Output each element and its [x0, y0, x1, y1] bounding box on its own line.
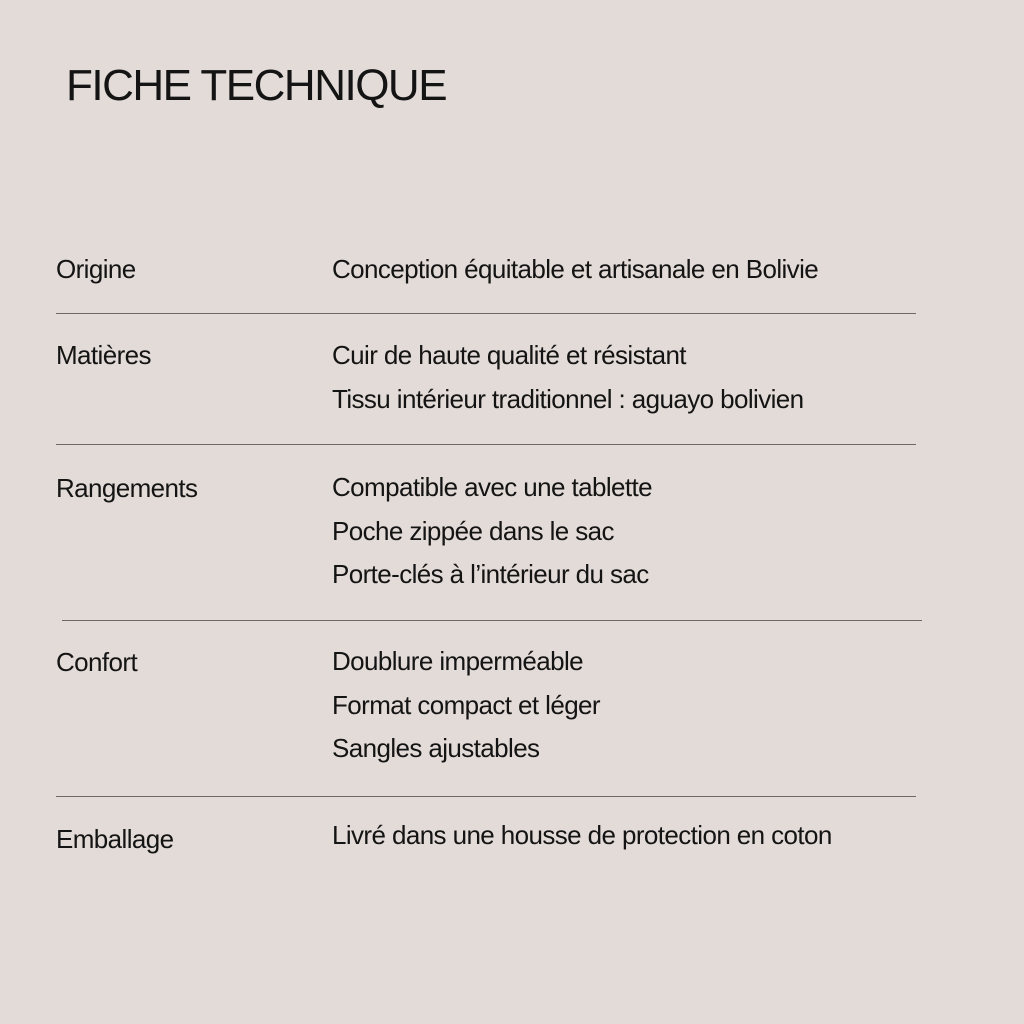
divider [56, 444, 916, 445]
divider [62, 620, 922, 621]
row-values-origine [332, 248, 818, 292]
row-value: Conception équitable et artisanale en Bolivie [332, 254, 819, 284]
row-value: Doublure imperméable [332, 646, 584, 676]
row-label-origine: Origine [56, 254, 136, 284]
row-label-confort: Confort [56, 647, 138, 677]
divider [56, 796, 916, 797]
row-label-emballage: Emballage [56, 824, 174, 854]
row-values-emballage [332, 814, 832, 858]
row-value: Sangles ajustables [332, 733, 540, 763]
row-value: Cuir de haute qualité et résistant [332, 340, 686, 370]
row-value: Livré dans une housse de protection en coton [332, 820, 832, 850]
row-value: Format compact et léger [332, 689, 600, 720]
row-value: Tissu intérieur traditionnel : aguayo bolivien [332, 383, 804, 414]
row-value: Compatible avec une tablette [332, 472, 652, 502]
row-values-confort [332, 640, 600, 771]
row-values-rangements [332, 466, 652, 597]
row-label-rangements: Rangements [56, 473, 198, 503]
row-values-matieres [332, 334, 804, 421]
row-label-matieres: Matières [56, 340, 151, 370]
divider [56, 313, 916, 314]
row-value: Poche zippée dans le sac [332, 515, 614, 546]
row-value: Porte-clés à l’intérieur du sac [332, 559, 649, 589]
page-title: FICHE TECHNIQUE [66, 61, 447, 110]
